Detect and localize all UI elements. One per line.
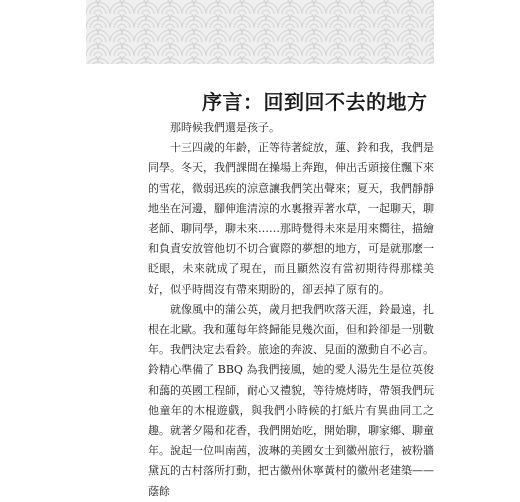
paragraph: 那時候我們還是孩子。	[170, 121, 280, 134]
paragraph: 就像風中的蒲公英，歲月把我們吹落天涯，鈴最遠，扎根在北歐。我和蓮每年終歸能見幾次面，但和鈴卻是一別數年。我們決定去看鈴。旅途的奔波、見面的激動自不必言。鈴精心準備了 BBQ 為我們接風，她的愛人湯先生是位英俊和藹的英國工程師，耐心又禮貌，等待燒烤時，帶領我們玩他童年的木棍遊戲，與我們小時候的打紙片有異曲同工之趣。就著夕陽和花香，我們開始吃，開始聊，聊家鄉、聊童年。說起一位叫南茜，波琳的美國女士到徽州旅行，被粉牆黛瓦的古村落所打動，把古徽州休寧黃村的徽州老建築——蔭餘	[148, 302, 434, 498]
book-page	[86, 0, 434, 500]
decorative-wave-header	[86, 0, 434, 64]
wave-scale-icon	[86, 0, 434, 64]
body-text	[148, 118, 434, 502]
paragraph: 十三四歲的年齡，正等待著綻放，蓮、鈴和我，我們是同學。冬天，我們課間在操場上奔跑，伸出舌頭接住飄下來的雪花，微弱迅疾的涼意讓我們笑出聲來；夏天，我們靜靜地坐在河邊，腳伸進清涼的水裏撥弄著水草，一起聊天，聊老師、聊同學，聊未來……那時覺得未來是用來嚮往，描繪和負責安放管他切不切合實際的夢想的地方，可是就那麼一眨眼，未來就成了現在，而且顯然沒有當初期待得那樣美好，似乎時間沒有帶來期盼的，卻丟掉了原有的。	[148, 141, 434, 296]
chapter-title: 序言：回到回不去的地方	[202, 90, 428, 114]
